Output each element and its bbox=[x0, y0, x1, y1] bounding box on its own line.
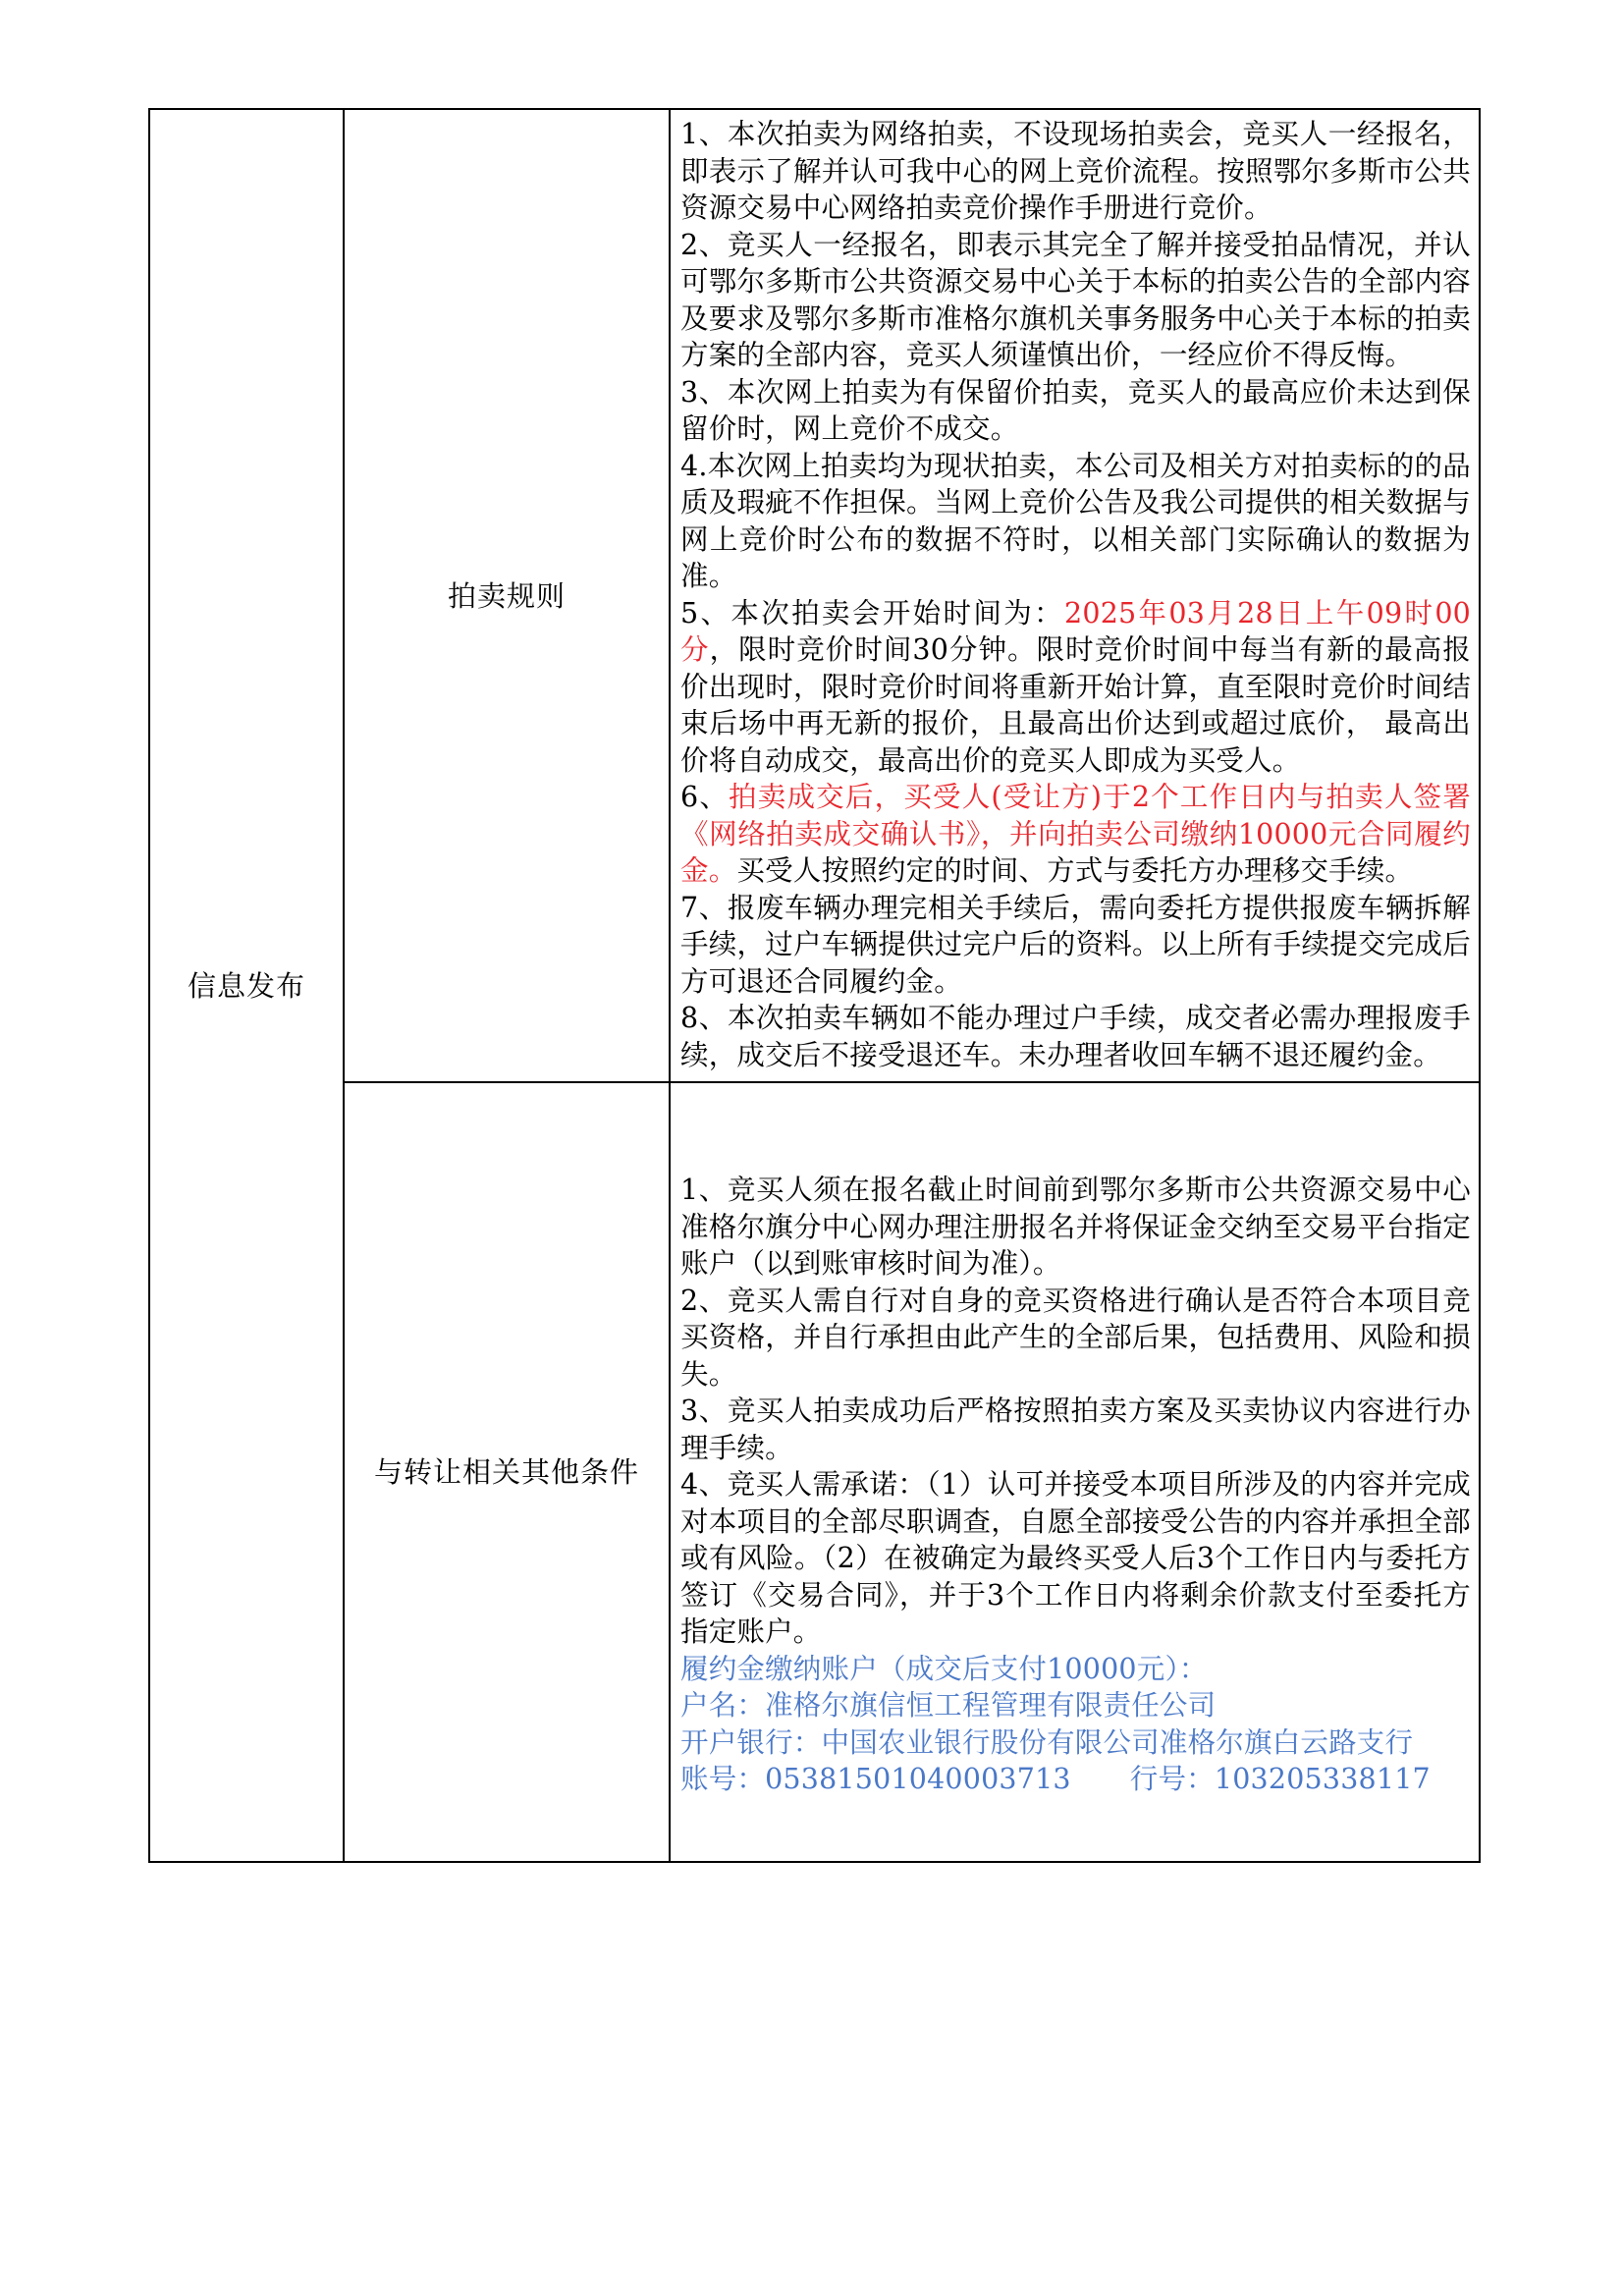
rules-label-cell bbox=[344, 109, 670, 1082]
rule-item-4: 4.本次网上拍卖均为现状拍卖，本公司及相关方对拍卖标的的品质及瑕疵不作担保。当网上竞价公告及我公司提供的相关数据与网上竞价时公布的数据不符时，以相关部门实际确认的数据为准。 bbox=[680, 449, 1471, 592]
rules-content bbox=[671, 110, 1479, 1081]
rule-item-3: 3、本次网上拍卖为有保留价拍卖，竞买人的最高应价未达到保留价时，网上竞价不成交。 bbox=[680, 375, 1471, 445]
rule-5-suffix: ，限时竞价时间30分钟。限时竞价时间中每当有新的最高报价出现时，限时竞价时间将重新开始计算，直至限时竞价时间结束后场中再无新的报价，且最高出价达到或超过底价， 最高出价将自动成交，最高出价的竞买人即成为买受人。 bbox=[680, 633, 1472, 777]
rule-item-8: 8、本次拍卖车辆如不能办理过户手续，成交者必需办理报废手续，成交后不接受退还车。未办理者收回车辆不退还履约金。 bbox=[680, 1002, 1471, 1071]
rule-6-highlight: 拍卖成交后，买受人(受让方)于2个工作日内与拍卖人签署《网络拍卖成交确认书》，并向拍卖公司缴纳10000元合同履约金。 bbox=[680, 781, 1471, 887]
rule-item-6 bbox=[680, 779, 1471, 890]
rule-6-prefix: 6、 bbox=[680, 781, 730, 813]
condition-item-2: 2、竞买人需自行对自身的竞买资格进行确认是否符合本项目竞买资格，并自行承担由此产生的全部后果，包括费用、风险和损失。 bbox=[680, 1284, 1471, 1391]
rule-item-5 bbox=[680, 595, 1471, 780]
other-label-cell bbox=[344, 1082, 670, 1862]
account-bank: 开户银行：中国农业银行股份有限公司准格尔旗白云路支行 bbox=[680, 1725, 1414, 1759]
auction-start-time: 2025年03月28日上午09时00分 bbox=[680, 596, 1471, 666]
account-name: 户名：准格尔旗信恒工程管理有限责任公司 bbox=[680, 1689, 1217, 1722]
rule-item-1: 1、本次拍卖为网络拍卖，不设现场拍卖会，竞买人一经报名，即表示了解并认可我中心的网上竞价流程。按照鄂尔多斯市公共资源交易中心网络拍卖竞价操作手册进行竞价。 bbox=[680, 118, 1471, 224]
other-row bbox=[149, 1082, 1480, 1862]
rules-content-cell bbox=[670, 109, 1480, 1082]
other-content-cell bbox=[670, 1082, 1480, 1862]
account-numbers bbox=[680, 1761, 1471, 1798]
rule-item-2: 2、竞买人一经报名，即表示其完全了解并接受拍品情况，并认可鄂尔多斯市公共资源交易中心关于本标的拍卖公告的全部内容及要求及鄂尔多斯市准格尔旗机关事务服务中心关于本标的拍卖方案的全部内容，竞买人须谨慎出价，一经应价不得反悔。 bbox=[680, 228, 1471, 371]
rule-5-prefix: 5、本次拍卖会开始时间为： bbox=[680, 596, 1065, 629]
account-number: 账号：05381501040003713 bbox=[680, 1763, 1071, 1795]
rules-row bbox=[149, 109, 1480, 1082]
info-table bbox=[148, 108, 1481, 1863]
bank-code: 行号：103205338117 bbox=[1129, 1763, 1431, 1795]
condition-item-1: 1、竞买人须在报名截止时间前到鄂尔多斯市公共资源交易中心准格尔旗分中心网办理注册报名并将保证金交纳至交易平台指定账户（以到账审核时间为准）。 bbox=[680, 1174, 1471, 1280]
other-content bbox=[671, 1083, 1479, 1861]
rules-label: 拍卖规则 bbox=[447, 578, 566, 613]
condition-item-3: 3、竞买人拍卖成功后严格按照拍卖方案及买卖协议内容进行办理手续。 bbox=[680, 1394, 1471, 1464]
section-cell bbox=[149, 109, 344, 1862]
rule-6-suffix: 买受人按照约定的时间、方式与委托方办理移交手续。 bbox=[736, 854, 1414, 887]
other-label: 与转让相关其他条件 bbox=[373, 1455, 639, 1489]
account-title: 履约金缴纳账户（成交后支付10000元）： bbox=[680, 1652, 1208, 1685]
condition-item-4: 4、竞买人需承诺：（1）认可并接受本项目所涉及的内容并完成对本项目的全部尽职调查，自愿全部接受公告的内容并承担全部或有风险。（2）在被确定为最终买受人后3个工作日内与委托方签订《交易合同》，并于3个工作日内将剩余价款支付至委托方指定账户。 bbox=[680, 1468, 1471, 1648]
rule-item-7: 7、报废车辆办理完相关手续后，需向委托方提供报废车辆拆解手续，过户车辆提供过完户后的资料。以上所有手续提交完成后方可退还合同履约金。 bbox=[680, 891, 1471, 998]
section-label: 信息发布 bbox=[187, 968, 305, 1003]
